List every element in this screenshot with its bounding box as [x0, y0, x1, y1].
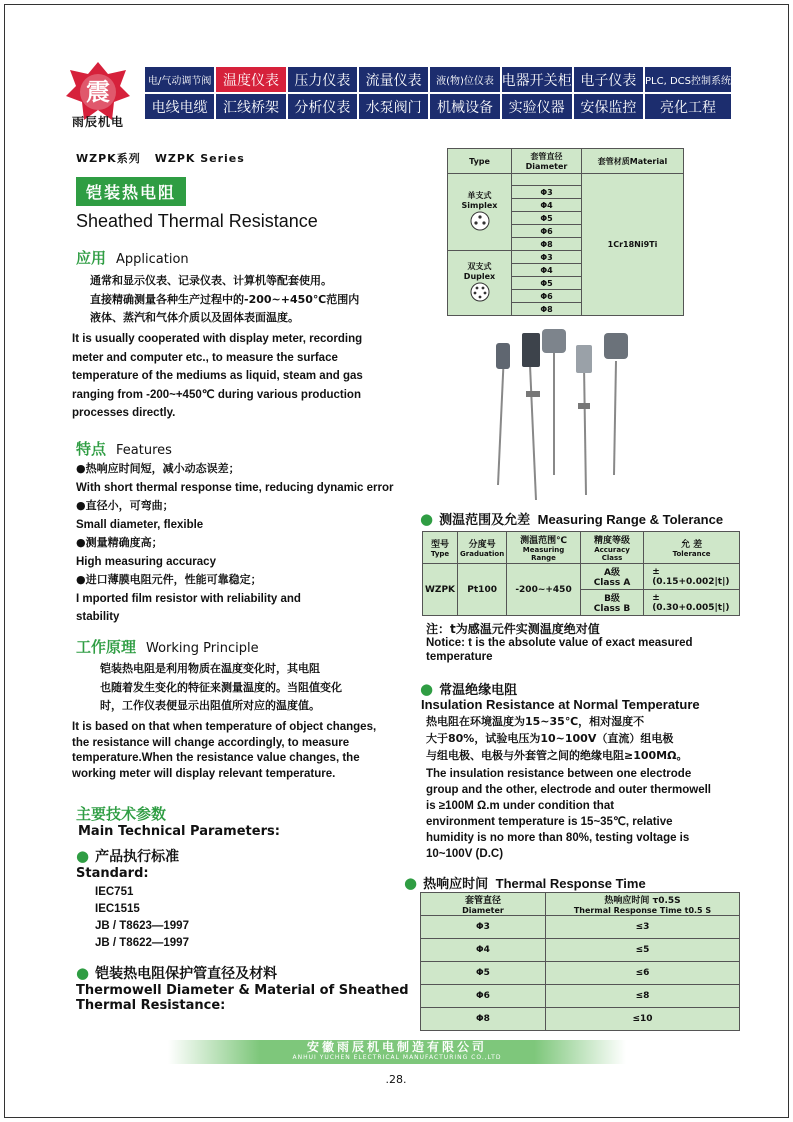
table-cell: ≤8 [546, 985, 740, 1008]
footer-company-cn: 安徽雨辰机电制造有限公司 [306, 1040, 487, 1054]
text-line: is ≥100M Ω.m under condition that [426, 800, 615, 812]
feature-en: Small diameter, flexible [76, 518, 204, 531]
series-label [76, 150, 245, 166]
params-heading-en: Main Technical Parameters: [78, 824, 280, 839]
bullet-icon: ● [76, 536, 86, 549]
text-line: 热电阻在环境温度为15~35℃，相对湿度不 [426, 715, 645, 728]
features-heading: 特点 Features [76, 440, 172, 458]
table-row [421, 939, 740, 962]
feature-cn: ●直径小，可弯曲； [76, 499, 174, 512]
response-header-cell: 热响应时间 τ0.5S Thermal Response Time t0.5 S [546, 893, 740, 916]
tolerance-header-cell: 允 差 Tolerance [644, 532, 740, 564]
text-line: JB / T8623—1997 [95, 920, 189, 932]
feature-en: I mported film resistor with reliability and [76, 592, 301, 605]
params-heading-cn: 主要技术参数 [76, 805, 167, 823]
text-line: environment temperature is 15~35℃, relative [426, 816, 673, 828]
simplex-cell: 单支式 Simplex [448, 174, 512, 251]
text-line: 铠装热电阻是利用物质在温度变化时，其电阻 [100, 662, 320, 675]
response-heading: ● 热响应时间 Thermal Response Time [404, 874, 646, 892]
principle-text-en [72, 720, 412, 782]
bullet-icon: ● [76, 462, 86, 475]
text-line: the resistance will change accordingly, to measure [72, 736, 350, 749]
nav-item[interactable]: 安保监控 [574, 94, 643, 119]
tolerance-header-cell: 测温范围℃ Measuring Range [507, 532, 581, 564]
text-line: temperature of the mediums as liquid, steam and gas [72, 370, 363, 382]
text-line: 大于80%，试验电压为10~100V（直流）组电极 [426, 732, 674, 745]
tolerance-note-cn: 注：t为感温元件实测温度绝对值 [426, 622, 600, 636]
response-table [420, 892, 740, 1031]
table-row [421, 916, 740, 939]
nav-item[interactable]: 压力仪表 [288, 67, 357, 92]
text-line: ranging from -200~+450℃ during various production [72, 388, 361, 401]
text-line: temperature.When the resistance value changes, the [72, 752, 360, 764]
nav-item[interactable]: 电器开关柜 [502, 67, 572, 92]
insulation-text-en [426, 766, 766, 862]
simplex-icon [469, 210, 491, 232]
text-line: 通常和显示仪表、记录仪表、计算机等配套使用。 [90, 274, 332, 287]
tolerance-header-cell: 分度号 Graduation [458, 532, 507, 564]
principle-heading: 工作原理 Working Principle [76, 638, 259, 656]
table-row [421, 962, 740, 985]
table-cell: ≤6 [546, 962, 740, 985]
tolerance-header-cell: 精度等级 Accuracy Class [580, 532, 643, 564]
text-line: IEC751 [95, 886, 134, 898]
diameter-header: 套管直径 Diameter [512, 149, 582, 174]
thermowell-heading: ● 铠装热电阻保护管直径及材料 [76, 964, 278, 982]
standard-label: Standard: [76, 866, 149, 881]
nav-item[interactable]: 流量仪表 [359, 67, 428, 92]
text-line: It is usually cooperated with display meter, recording [72, 333, 363, 345]
text-line: processes directly. [72, 407, 176, 419]
text-line: JB / T8622—1997 [95, 937, 189, 949]
nav-item[interactable]: 电/气动调节阀 [145, 67, 214, 92]
page-number: .28. [385, 1073, 407, 1086]
series-cn: WZPK系列 [76, 152, 141, 165]
duplex-icon [469, 281, 491, 303]
nav-item[interactable]: 亮化工程 [645, 94, 731, 119]
nav-item[interactable]: 液(物)位仪表 [430, 67, 499, 92]
product-photo [486, 325, 642, 500]
thermowell-label [76, 983, 409, 1013]
tol-range: -200~+450 [507, 564, 581, 616]
footer-company-en: ANHUI YUCHEN ELECTRICAL MANUFACTURING CO.,LTD [292, 1054, 502, 1061]
tolerance-header-cell: 型号 Type [423, 532, 458, 564]
bullet-icon: ● [76, 499, 86, 512]
nav-item[interactable]: 机械设备 [430, 94, 499, 119]
text-line: Notice: t is the absolute value of exact measured [426, 637, 693, 649]
text-line: 10~100V (D.C) [426, 848, 504, 860]
table-row [421, 1008, 740, 1031]
application-text-cn [76, 272, 396, 328]
application-heading: 应用 Application [76, 249, 189, 267]
nav-item[interactable]: 电线电缆 [145, 94, 214, 119]
nav-item[interactable]: 分析仪表 [288, 94, 357, 119]
insulation-heading-cn: ● 常温绝缘电阻 [420, 680, 518, 698]
feature-en: With short thermal response time, reducing dynamic error [76, 481, 394, 494]
text-line: temperature [426, 651, 493, 663]
insulation-text-cn [426, 713, 766, 764]
table-cell: Φ4 [421, 939, 546, 962]
text-line: humidity is no more than 80%, testing voltage is [426, 832, 690, 844]
logo-text: 雨辰机电 [71, 115, 124, 129]
nav-item[interactable]: 温度仪表 [216, 67, 285, 92]
tolerance-heading: ● 测温范围及允差 Measuring Range & Tolerance [420, 510, 724, 528]
tolerance-note-en [426, 636, 746, 664]
table-row [421, 985, 740, 1008]
nav-item[interactable]: PLC, DCS控制系统 [645, 67, 731, 92]
product-nav [145, 67, 731, 119]
feature-en: High measuring accuracy [76, 555, 216, 568]
material-header: 套管材质Material [582, 149, 684, 174]
text-line: meter and computer etc., to measure the surface [72, 351, 338, 364]
text-line: IEC1515 [95, 903, 140, 915]
features-list [76, 460, 416, 627]
insulation-heading-en: Insulation Resistance at Normal Temperature [421, 697, 700, 712]
nav-item[interactable]: 实验仪器 [502, 94, 572, 119]
duplex-cell: 双支式 Duplex [448, 251, 512, 316]
nav-item[interactable]: 电子仪表 [574, 67, 643, 92]
standard-heading: ● 产品执行标准 [76, 847, 180, 865]
type-header: Type [448, 149, 512, 174]
response-header-cell: 套管直径 Diameter [421, 893, 546, 916]
tol-graduation: Pt100 [458, 564, 507, 616]
feature-en: stability [76, 611, 120, 623]
table-cell: ≤10 [546, 1008, 740, 1031]
series-en: WZPK Series [154, 152, 245, 165]
svg-text:震: 震 [86, 78, 110, 106]
nav-item[interactable]: 汇线桥架 [216, 94, 285, 119]
text-line: Thermowell Diameter & Material of Sheathed [76, 983, 409, 998]
principle-text-cn [76, 660, 396, 716]
title-cn: 铠装热电阻 [76, 177, 186, 206]
nav-item[interactable]: 水泵阀门 [359, 94, 428, 119]
table-cell: ≤5 [546, 939, 740, 962]
text-line: group and the other, electrode and outer thermowell [426, 784, 711, 796]
text-line: 时，工作仪表便显示出阻值所对应的温度值。 [100, 699, 320, 712]
text-line: 直接精确测量各种生产过程中的-200~+450℃范围内 [90, 292, 360, 306]
bullet-icon: ● [76, 573, 86, 586]
tol-type: WZPK [423, 564, 458, 616]
text-line: It is based on that when temperature of object changes, [72, 721, 377, 733]
standards-list [95, 884, 189, 952]
table-cell: Φ6 [421, 985, 546, 1008]
table-cell: Φ5 [421, 962, 546, 985]
text-line: Thermal Resistance: [76, 998, 226, 1013]
application-text-en [72, 330, 412, 423]
table-cell: Φ3 [421, 916, 546, 939]
feature-cn: ●测量精确度高； [76, 536, 163, 549]
feature-cn: ●进口薄膜电阻元件，性能可靠稳定； [76, 573, 262, 586]
text-line: working meter will display relevant temperature. [72, 767, 336, 780]
text-line: 液体、蒸汽和气体介质以及固体表面温度。 [90, 311, 299, 324]
text-line: 与组电极、电极与外套管之间的绝缘电阻≥100MΩ。 [426, 749, 688, 762]
table-cell: ≤3 [546, 916, 740, 939]
tolerance-table: 型号 Type 分度号 Graduation 测温范围℃ Measuring Range 精度等级 Accuracy Class 允 差 Tolerance WZPK Pt100 -200~+450 A级 Class A ±(0.15+0.002|t|) B级 Class B ±(0.30+0.005|t|) [422, 531, 740, 616]
table-cell: Φ8 [421, 1008, 546, 1031]
type-material-table: Type 套管直径 Diameter 套管材质Material 单支式 Simplex 1Cr18Ni9Ti Φ3 Φ4 Φ5 Φ6 Φ8 双支式 Duplex Φ3 Φ4 Φ5 Φ6 Φ8 [447, 148, 684, 316]
text-line: The insulation resistance between one electrode [426, 768, 692, 780]
title-en: Sheathed Thermal Resistance [76, 211, 318, 231]
feature-cn: ●热响应时间短，减小动态误差； [76, 462, 240, 475]
material-cell: 1Cr18Ni9Ti [582, 174, 684, 316]
text-line: 也随着发生变化的特征来测量温度的。当阻值变化 [100, 680, 342, 694]
